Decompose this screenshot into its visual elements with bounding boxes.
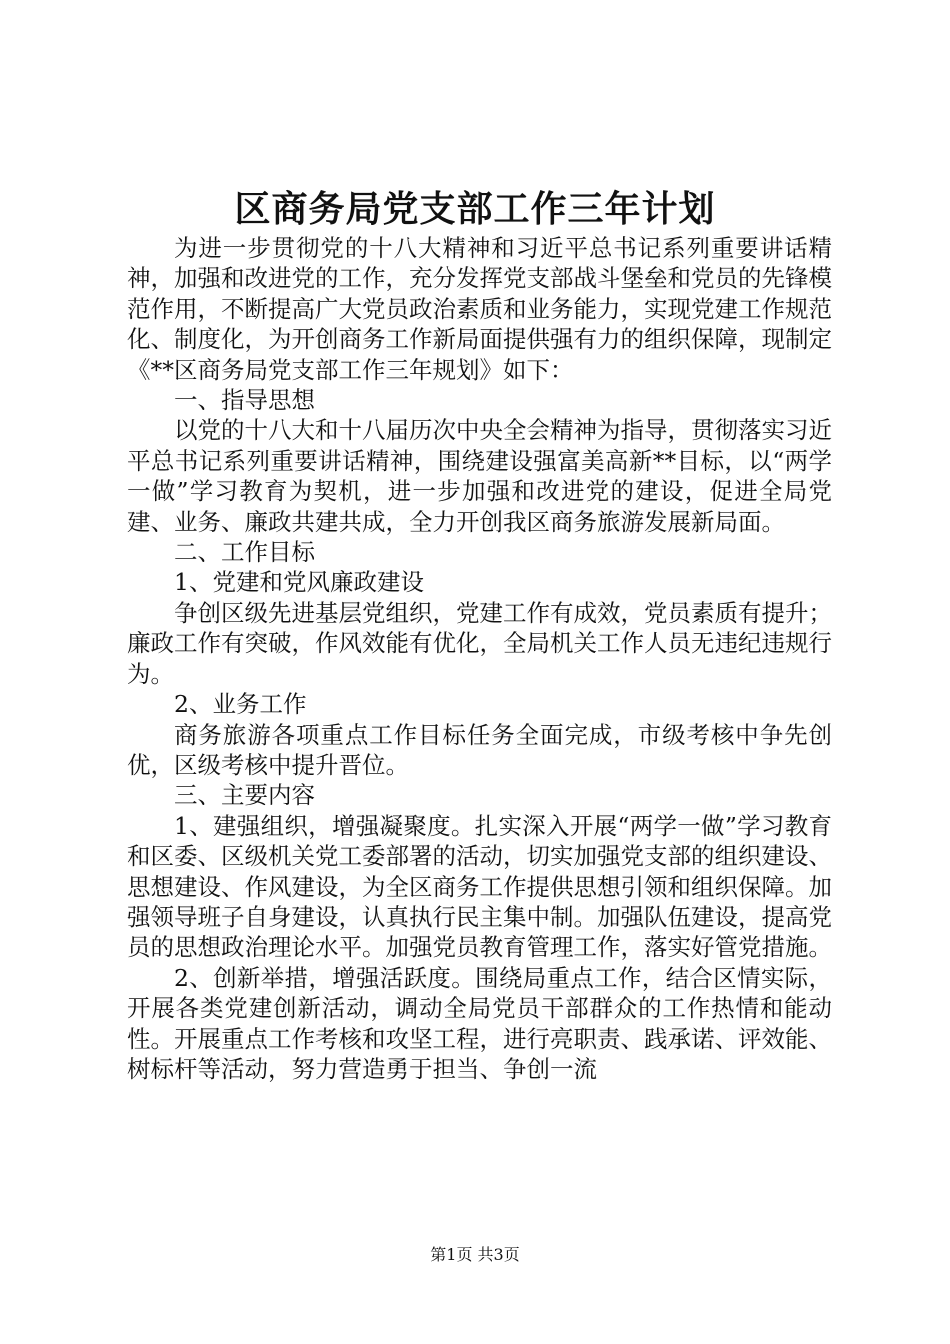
main-content-item-1: 1、建强组织，增强凝聚度。扎实深入开展“两学一做”学习教育和区委、区级机关党工委部署的活动，切实加强党支部的组织建设、思想建设、作风建设，为全区商务工作提供思想引领和组织保障。加强领导班子自身建设，认真执行民主集中制。加强队伍建设，提高党员的思想政治理论水平。加强党员教育管理工作，落实好管党措施。 bbox=[127, 811, 832, 962]
document-body bbox=[127, 233, 832, 1084]
section-heading-guiding-thought: 一、指导思想 bbox=[174, 386, 315, 415]
page-footer: 第1页 共3页 bbox=[430, 1245, 520, 1264]
subheading-party-building: 1、党建和党风廉政建设 bbox=[174, 568, 424, 597]
intro-paragraph: 为进一步贯彻党的十八大精神和习近平总书记系列重要讲话精神，加强和改进党的工作，充分发挥党支部战斗堡垒和党员的先锋模范作用，不断提高广大党员政治素质和业务能力，实现党建工作规范化、制度化，为开创商务工作新局面提供强有力的组织保障，现制定《**区商务局党支部工作三年规划》如下： bbox=[127, 234, 832, 384]
section-heading-main-content: 三、主要内容 bbox=[174, 781, 315, 810]
subheading-business-work: 2、业务工作 bbox=[174, 690, 307, 719]
document-title: 区商务局党支部工作三年计划 bbox=[234, 188, 716, 230]
business-work-paragraph: 商务旅游各项重点工作目标任务全面完成，市级考核中争先创优，区级考核中提升晋位。 bbox=[127, 720, 832, 779]
party-building-paragraph: 争创区级先进基层党组织，党建工作有成效，党员素质有提升；廉政工作有突破，作风效能有优化，全局机关工作人员无违纪违规行为。 bbox=[127, 598, 832, 688]
main-content-item-2: 2、创新举措，增强活跃度。围绕局重点工作，结合区情实际，开展各类党建创新活动，调动全局党员干部群众的工作热情和能动性。开展重点工作考核和攻坚工程，进行亮职责、践承诺、评效能、树标杆等活动，努力营造勇于担当、争创一流 bbox=[127, 963, 832, 1083]
section-heading-work-goals: 二、工作目标 bbox=[174, 538, 315, 567]
guiding-thought-paragraph: 以党的十八大和十八届历次中央全会精神为指导，贯彻落实习近平总书记系列重要讲话精神，围绕建设强富美高新**目标，以“两学一做”学习教育为契机，进一步加强和改进党的建设，促进全局党建、业务、廉政共建共成，全力开创我区商务旅游发展新局面。 bbox=[127, 416, 832, 536]
